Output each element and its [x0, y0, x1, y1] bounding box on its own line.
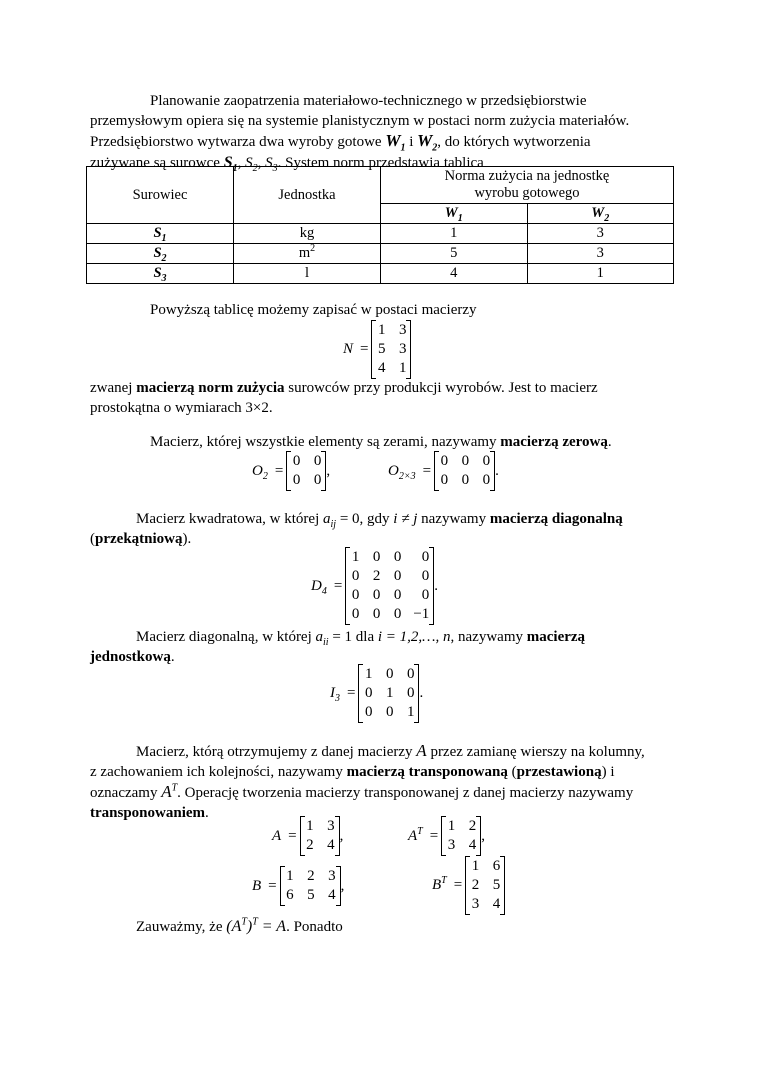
- intro-line-4: zużywane są surowce $S_1$, $S_2$, $S_3$. System norm przedstawia tablica: [90, 153, 484, 174]
- transpose-text: Macierz, którą otrzymujemy z danej macierzy A przez zamianę wierszy na kolumny, z zachowaniem ich kolejności, nazywamy macierzą transponowaną (przestawioną) i oznaczamy $A^T$. Operację tworzenia macierzy transponowanej z danej macierzy nazywamy transponowaniem.: [90, 741, 645, 821]
- matrix-i3: $I_3$ = 1 0 0 0 1 0 0 0 1 .: [330, 664, 423, 723]
- n-intro-text: Powyższą tablicę możemy zapisać w postaci macierzy: [150, 302, 477, 318]
- matrix-n: N = 1 3 5 3 4 1: [343, 320, 411, 379]
- header-w1: $W_1$: [381, 204, 528, 224]
- norm-table: [86, 166, 674, 284]
- matrix-b: B = 1 2 3 6 5 4 ,: [252, 866, 344, 906]
- unit-text: Macierz diagonalną, w której $a_{ii} = 1$ dla i = 1,2,…, n, nazywamy macierzą jednostkową.: [90, 629, 586, 665]
- matrix-a-transposed: $A^T$ = 1 2 3 4 ,: [408, 816, 485, 856]
- matrix-b-transposed: $B^T$ = 1 6 2 5 3 4: [432, 856, 505, 915]
- header-surowiec: Surowiec: [87, 167, 234, 224]
- zero-text: Macierz, której wszystkie elementy są zerami, nazywamy macierzą zerową.: [150, 434, 612, 450]
- matrix-a: A = 1 3 2 4 ,: [272, 816, 343, 856]
- matrix-d4: $D_4$ = 1 0 0 0 0 2 0 0 0 0 0 0 0 0 0 −1 .: [311, 547, 438, 625]
- header-jednostka: Jednostka: [234, 167, 381, 224]
- table-row: $S_3$ l 4 1: [87, 264, 674, 284]
- header-w2: $W_2$: [527, 204, 674, 224]
- header-norma: Norma zużycia na jednostkę wyrobu gotowego: [381, 167, 674, 204]
- note-text: Zauważmy, że $(A^T)^T = A$. Ponadto: [136, 916, 343, 935]
- matrix-o2x3: $O_{2\times 3}$ = 0 0 0 0 0 0 .: [388, 451, 499, 491]
- n-description: zwanej macierzą norm zużycia surowców przy produkcji wyrobów. Jest to macierz prostokątna o wymiarach 3×2.: [90, 380, 598, 416]
- intro-line-3: Przedsiębiorstwo wytwarza dwa wyroby gotowe $W_1$ i $W_2$, do których wytworzenia: [90, 131, 591, 154]
- matrix-o2: $O_2$ = 0 0 0 0 ,: [252, 451, 330, 491]
- table-row: $S_1$ kg 1 3: [87, 224, 674, 244]
- intro-line-1: Planowanie zaopatrzenia materiałowo-technicznego w przedsiębiorstwie: [150, 93, 587, 109]
- intro-paragraph: [90, 92, 680, 173]
- intro-line-2: przemysłowym opiera się na systemie planistycznym w postaci norm zużycia materiałów.: [90, 112, 630, 129]
- table-row: $S_2$ $m^2$ 5 3: [87, 244, 674, 264]
- diag-text: Macierz kwadratowa, w której $a_{ij} = 0$, gdy i ≠ j nazywamy macierzą diagonalną (przekątniową).: [90, 511, 623, 547]
